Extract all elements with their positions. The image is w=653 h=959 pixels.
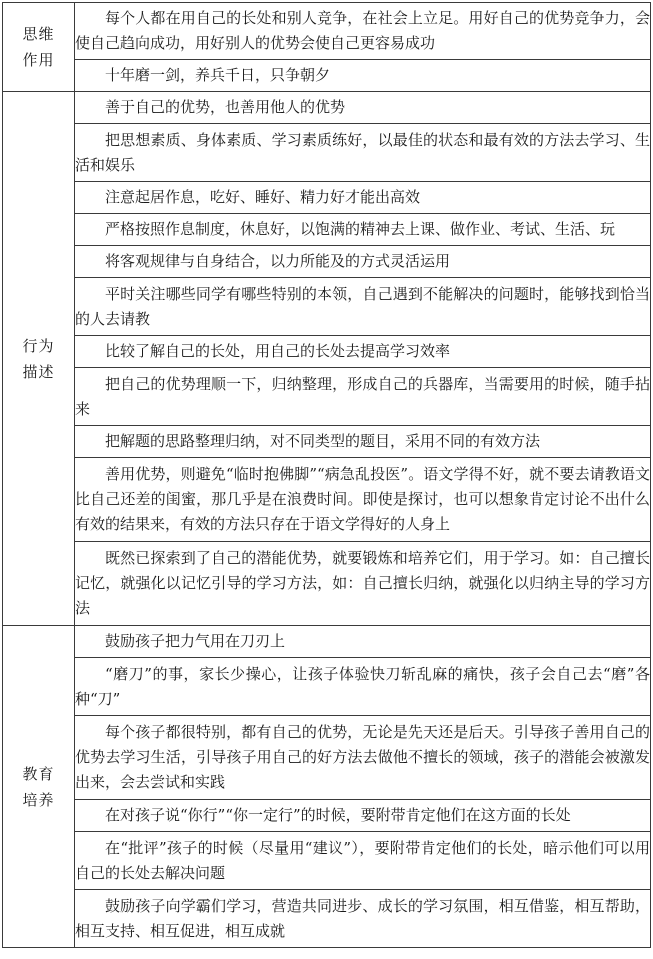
- category-cell-thinking: 思维作用: [3, 3, 75, 92]
- table-row: [3, 458, 651, 542]
- table-row: [3, 336, 651, 368]
- row-text: 每个孩子都很特别，都有自己的优势，无论是先天还是后天。引导孩子善用自己的优势去学习生活，引导孩子用自己的好方法去做他不擅长的领域，孩子的潜能会被激发出来，会去尝试和实践: [75, 716, 651, 800]
- table-row: [3, 368, 651, 426]
- table-row: [3, 658, 651, 716]
- row-text: 善用优势，则避免“临时抱佛脚”“病急乱投医”。语文学得不好，就不要去请教语文比自己还差的闺蜜，那几乎是在浪费时间。即使是探讨，也可以想象肯定讨论不出什么有效的结果来，有效的方法只存在于语文学得好的人身上: [75, 458, 651, 542]
- row-text: 善于自己的优势，也善用他人的优势: [75, 92, 651, 124]
- row-text: 严格按照作息制度，休息好，以饱满的精神去上课、做作业、考试、生活、玩: [75, 214, 651, 246]
- row-text: 把解题的思路整理归纳，对不同类型的题目，采用不同的有效方法: [75, 426, 651, 458]
- row-text: 注意起居作息，吃好、睡好、精力好才能出高效: [75, 182, 651, 214]
- table-row: [3, 60, 651, 92]
- row-text: 将客观规律与自身结合，以力所能及的方式灵活运用: [75, 246, 651, 278]
- row-text: 鼓励孩子向学霸们学习，营造共同进步、成长的学习氛围，相互借鉴，相互帮助，相互支持、相互促进，相互成就: [75, 890, 651, 948]
- table-row: [3, 626, 651, 658]
- table-row: [3, 716, 651, 800]
- category-cell-education: 教育培养: [3, 626, 75, 948]
- row-text: 比较了解自己的长处，用自己的长处去提高学习效率: [75, 336, 651, 368]
- row-text: 平时关注哪些同学有哪些特别的本领，自己遇到不能解决的问题时，能够找到恰当的人去请教: [75, 278, 651, 336]
- row-text: 每个人都在用自己的长处和别人竞争，在社会上立足。用好自己的优势竞争力，会使自己趋向成功，用好别人的优势会使自己更容易成功: [75, 3, 651, 60]
- table-row: [3, 124, 651, 182]
- row-text: 把自己的优势理顺一下，归纳整理，形成自己的兵器库，当需要用的时候，随手拈来: [75, 368, 651, 426]
- row-text: 在“批评”孩子的时候（尽量用“建议”），要附带肯定他们的长处，暗示他们可以用自己的长处去解决问题: [75, 832, 651, 890]
- table-row: [3, 92, 651, 124]
- table-row: [3, 426, 651, 458]
- category-cell-behavior: 行为描述: [3, 92, 75, 626]
- content-table: [2, 2, 651, 948]
- row-text: 在对孩子说“你行”“你一定行”的时候，要附带肯定他们在这方面的长处: [75, 800, 651, 832]
- table-row: [3, 890, 651, 948]
- row-text: 既然已探索到了自己的潜能优势，就要锻炼和培养它们，用于学习。如：自己擅长记忆，就强化以记忆引导的学习方法，如：自己擅长归纳，就强化以归纳主导的学习方法: [75, 542, 651, 626]
- table-row: [3, 214, 651, 246]
- row-text: 鼓励孩子把力气用在刀刃上: [75, 626, 651, 658]
- row-text: 十年磨一剑，养兵千日，只争朝夕: [75, 60, 651, 92]
- table-row: [3, 182, 651, 214]
- table-row: [3, 542, 651, 626]
- row-text: “磨刀”的事，家长少操心，让孩子体验快刀斩乱麻的痛快，孩子会自己去“磨”各种“刀”: [75, 658, 651, 716]
- table-row: [3, 3, 651, 60]
- row-text: 把思想素质、身体素质、学习素质练好，以最佳的状态和最有效的方法去学习、生活和娱乐: [75, 124, 651, 182]
- table-row: [3, 278, 651, 336]
- table-row: [3, 246, 651, 278]
- table-row: [3, 832, 651, 890]
- table-row: [3, 800, 651, 832]
